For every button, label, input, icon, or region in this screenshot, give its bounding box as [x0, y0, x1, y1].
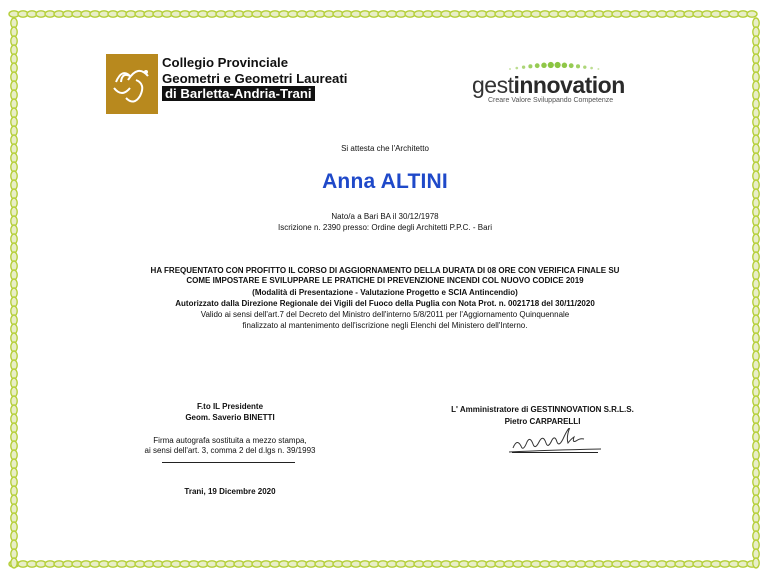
president-signature-line: [162, 462, 295, 463]
logo-dot: [522, 65, 525, 68]
course-line-5: Valido ai sensi dell'art.7 del Decreto del Ministro dell'interno 5/8/2011 per l'Aggiornamento Quinquennale: [200, 310, 570, 319]
president-title: F.to IL Presidente: [196, 402, 264, 411]
logo-dot: [515, 67, 518, 70]
logo-dot: [541, 63, 547, 69]
logo-dot: [576, 64, 580, 68]
logo-dot: [569, 63, 574, 68]
logo-dot: [535, 63, 540, 68]
border-link: [11, 558, 17, 568]
logo-dot: [590, 67, 593, 70]
gestinnovation-wordmark: [472, 72, 625, 98]
administrator-signature: [505, 428, 605, 460]
president-name: Geom. Saverio BINETTI: [185, 413, 275, 422]
cg-monogram-icon: [106, 54, 158, 114]
registration-info: Iscrizione n. 2390 presso: Ordine degli Architetti P.P.C. - Bari: [277, 223, 493, 232]
administrator-title: L' Amministratore di GESTINNOVATION S.R.L.S.: [451, 405, 634, 414]
collegio-line-3: di Barletta-Andria-Trani: [162, 86, 315, 101]
wordmark-bold: innovation: [513, 72, 625, 98]
logo-dot: [597, 68, 599, 70]
course-line-6: finalizzato al mantenimento dell'iscrizione negli Elenchi del Ministero dell'Interno.: [242, 321, 528, 330]
logo-dot: [583, 65, 586, 68]
administrator-signature-line: [512, 452, 598, 453]
attest-text: Si attesta che l'Architetto: [341, 144, 429, 153]
logo-dot: [562, 63, 568, 69]
signature-note-2: ai sensi dell'art. 3, comma 2 del d.lgs n. 39/1993: [144, 446, 316, 455]
collegio-line-1: Collegio Provinciale: [162, 55, 289, 70]
collegio-logo-mark: [106, 54, 158, 114]
course-line-4: Autorizzato dalla Direzione Regionale dei Vigili del Fuoco della Puglia con Nota Prot. n. 0021718 del 30/11/2020: [175, 299, 595, 308]
logo-dot: [509, 68, 511, 70]
collegio-logo-text: [162, 55, 347, 102]
collegio-logo: [106, 54, 354, 114]
wordmark-light: gest: [472, 72, 514, 98]
border-link: [747, 11, 757, 17]
gestinnovation-tagline: Creare Valore Sviluppando Competenze: [488, 97, 614, 104]
collegio-line-2: Geometri e Geometri Laureati: [162, 70, 348, 86]
place-date: Trani, 19 Dicembre 2020: [184, 487, 276, 496]
logo-dot: [548, 62, 554, 68]
recipient-name: Anna ALTINI: [322, 170, 448, 193]
administrator-name: Pietro CARPARELLI: [504, 417, 581, 426]
border-link: [753, 558, 759, 568]
gestinnovation-logo: [472, 60, 625, 110]
course-line-3: (Modalità di Presentazione - Valutazione Progetto e SCIA Antincendio): [252, 288, 518, 297]
course-line-1: HA FREQUENTATO CON PROFITTO IL CORSO DI AGGIORNAMENTO DELLA DURATA DI 08 ORE CON VERIFICA FINALE SU: [150, 266, 620, 275]
logo-dot: [528, 64, 532, 68]
logo-dot: [555, 62, 561, 68]
course-line-2: COME IMPOSTARE E SVILUPPARE LE PRATICHE DI PREVENZIONE INCENDI COL NUOVO CODICE 2019: [186, 276, 584, 285]
birth-info: Nato/a a Bari BA il 30/12/1978: [331, 212, 439, 221]
signature-note-1: Firma autografa sostituita a mezzo stampa,: [153, 436, 307, 445]
